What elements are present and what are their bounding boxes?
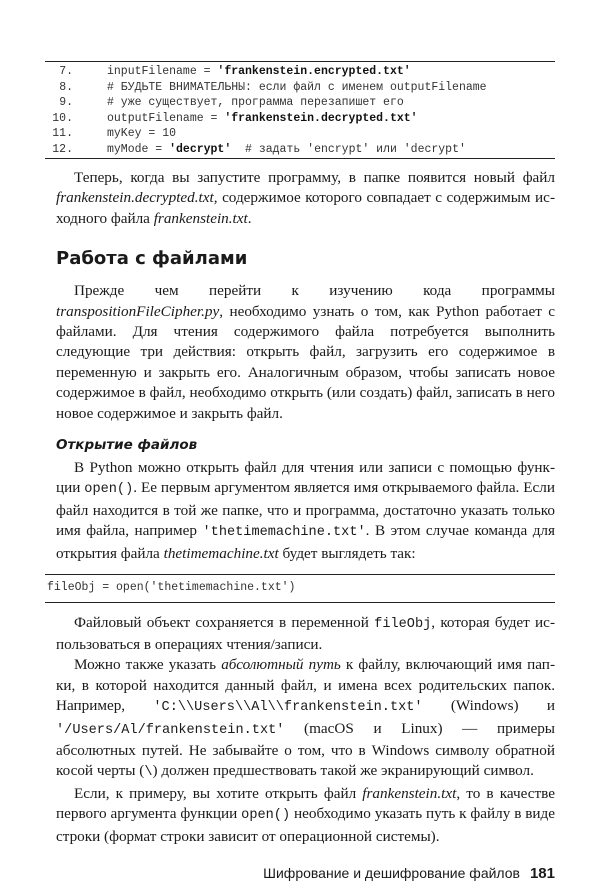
text-run: Если, к примеру, вы хотите открыть файл bbox=[74, 784, 363, 802]
code-line bbox=[45, 142, 555, 158]
page-body bbox=[45, 0, 555, 882]
paragraph bbox=[56, 458, 555, 564]
code-text: 'frankenstein.decrypted.txt' bbox=[224, 111, 418, 125]
code-text: # уже существует, программа перезапишет его bbox=[107, 96, 404, 109]
emphasis: frankenstein.txt bbox=[362, 784, 457, 802]
inline-code: open() bbox=[241, 808, 291, 824]
code-text: outputFilename = bbox=[107, 111, 225, 125]
inline-code: fileObj bbox=[374, 616, 432, 632]
emphasis: абсолютный путь bbox=[221, 656, 341, 674]
paragraph bbox=[56, 281, 555, 424]
code-text: # задать 'encrypt' или 'decrypt' bbox=[231, 142, 466, 156]
code-text: 'decrypt' bbox=[169, 142, 232, 156]
subsection-heading: Открытие файлов bbox=[56, 437, 198, 454]
inline-code: \ bbox=[144, 765, 153, 781]
code-line bbox=[45, 80, 555, 96]
text-run: , необходимо узнать о том, как Python работает с файлами. Для чтения содержимого файла потребуется выполнить следующие три действия: открыть файл, загрузить его содержимое в переменную и закрыть его. Аналогичным образом, чтобы записать новое содержимое в файл, необходимо открыть (или создать) файл, записать в него новое содержимое и закрыть файл. bbox=[56, 302, 555, 422]
text-run: будет выглядеть так: bbox=[278, 544, 416, 562]
inline-code: 'thetimemachine.txt' bbox=[202, 525, 366, 541]
running-title: Шифрование и дешифрование файлов bbox=[263, 865, 520, 882]
text-run: к файлу, включающий имя папки, в которой находится данный файл, и имена всех родительских папок. Например, bbox=[56, 656, 555, 715]
code-line: fileObj = open('thetimemachine.txt') bbox=[47, 581, 296, 595]
text-run: , которая будет использоваться в операциях чтения/записи. bbox=[56, 613, 555, 653]
text-run: Теперь, когда вы запустите программу, в папке появится новый файл bbox=[74, 169, 555, 186]
line-number: 9. bbox=[59, 96, 73, 109]
code-body bbox=[107, 142, 466, 158]
code-text: # БУДЬТЕ ВНИМАТЕЛЬНЫ: если файл с именем outputFilename bbox=[107, 80, 487, 94]
text-run: необходимо указать путь к файлу в виде строки (формат строки зависит от операционной системы). bbox=[56, 805, 556, 845]
paragraph bbox=[56, 168, 555, 229]
code-text: myKey = 10 bbox=[107, 127, 177, 140]
emphasis: transpositionFileCipher.py bbox=[56, 302, 220, 320]
line-number: 11. bbox=[52, 127, 73, 140]
text-run: . В этом случае команда для открытия файла bbox=[56, 522, 555, 562]
code-text: 'frankenstein.encrypted.txt' bbox=[217, 65, 411, 78]
text-run: В Python можно открыть файл для чтения или записи с помощью функции bbox=[56, 459, 555, 497]
text-run: (Windows) и bbox=[422, 697, 555, 715]
code-body bbox=[107, 95, 404, 111]
line-number: 10. bbox=[52, 111, 73, 125]
emphasis: frankenstein.decrypted.txt bbox=[56, 189, 214, 207]
inline-code: open() bbox=[84, 482, 134, 498]
emphasis: thetimemachine.txt bbox=[163, 544, 279, 562]
code-line bbox=[45, 64, 555, 80]
code-body bbox=[107, 64, 411, 80]
paragraph bbox=[56, 613, 555, 656]
text-run: . bbox=[247, 209, 252, 227]
text-run: (macOS и Linux) — примеры абсолютных путей. Не забывайте о том, что в Windows символу обратной косой черты ( bbox=[56, 719, 555, 780]
emphasis: frankenstein.txt bbox=[153, 209, 248, 227]
code-line bbox=[45, 95, 555, 111]
text-run: Файловый объект сохраняется в переменной bbox=[74, 613, 375, 631]
code-text: myMode = bbox=[107, 142, 170, 156]
text-run: , то в качестве первого аргумента функции bbox=[56, 784, 555, 823]
code-listing bbox=[45, 61, 555, 159]
code-body bbox=[107, 111, 418, 127]
line-number: 12. bbox=[52, 142, 73, 156]
code-text: inputFilename = bbox=[107, 65, 218, 78]
text-run: ) должен предшествовать такой же экранирующий символ. bbox=[152, 762, 534, 780]
page-footer bbox=[45, 865, 555, 882]
paragraph bbox=[56, 655, 555, 783]
text-run: Можно также указать bbox=[74, 656, 222, 674]
line-number: 7. bbox=[59, 65, 73, 78]
inline-code: 'C:\\Users\\Al\\frankenstein.txt' bbox=[153, 700, 423, 716]
section-heading: Работа с файлами bbox=[56, 248, 248, 270]
code-body bbox=[107, 126, 176, 142]
paragraph bbox=[56, 784, 555, 847]
code-body bbox=[107, 80, 487, 96]
code-line bbox=[45, 126, 555, 142]
line-number: 8. bbox=[59, 80, 73, 94]
text-run: Прежде чем перейти к изучению кода программы bbox=[74, 282, 555, 300]
code-snippet bbox=[45, 574, 555, 603]
page-number: 181 bbox=[529, 865, 555, 883]
code-line bbox=[45, 111, 555, 127]
text-run: . Ее первым аргументом является имя открываемого файла. Если файл находится в той же папке, что и программа, достаточно указать только имя файла, например bbox=[56, 479, 555, 540]
inline-code: '/Users/Al/frankenstein.txt' bbox=[56, 722, 285, 738]
text-run: , содержимое которого совпадает с содержимым исходного файла bbox=[56, 189, 555, 227]
